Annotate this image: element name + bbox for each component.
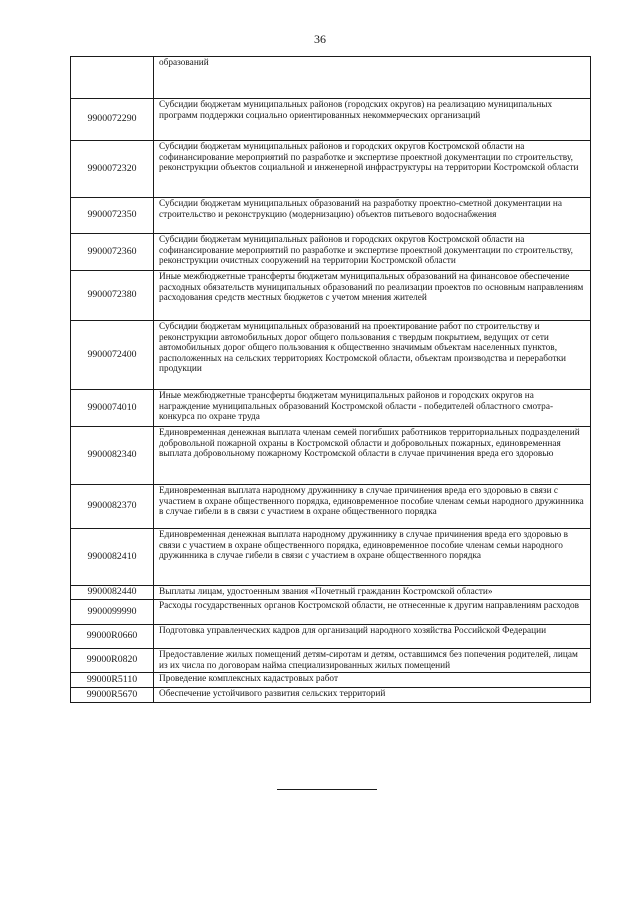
table-row bbox=[71, 99, 591, 141]
row-code: 9900072400 bbox=[71, 321, 154, 390]
row-code: 99000R0820 bbox=[71, 649, 154, 673]
row-description: Единовременная денежная выплата народному дружиннику в случае причинения вреда его здоровью в связи с участием в охране общественного порядка, единовременное пособие членам семьи народного дружинника в случае гибели в связи с участием в охране общественного порядка bbox=[154, 529, 591, 586]
row-code bbox=[71, 57, 154, 99]
row-description: Обеспечение устойчивого развития сельских территорий bbox=[154, 688, 591, 703]
table-row bbox=[71, 600, 591, 625]
row-description: Иные межбюджетные трансферты бюджетам муниципальных районов и городских округов на награждение муниципальных образований Костромской области - победителей областного смотра-конкурса по охране труда bbox=[154, 390, 591, 427]
table-row bbox=[71, 234, 591, 271]
row-code: 9900072360 bbox=[71, 234, 154, 271]
row-code: 9900082410 bbox=[71, 529, 154, 586]
row-description: Единовременная денежная выплата членам семей погибших работников территориальных подразделений добровольной пожарной охраны в Костромской области и добровольных пожарных, единовременная выплата добровольному пожарному Костромской области в случае причинения вреда его здоровью bbox=[154, 427, 591, 485]
table-row bbox=[71, 529, 591, 586]
page-number: 36 bbox=[314, 32, 326, 46]
row-code: 9900082440 bbox=[71, 586, 154, 600]
table-row bbox=[71, 271, 591, 321]
table-body bbox=[71, 57, 591, 703]
row-description: Субсидии бюджетам муниципальных образований на разработку проектно-сметной документации на строительство и реконструкцию (модернизацию) объектов питьевого водоснабжения bbox=[154, 198, 591, 234]
row-code: 9900074010 bbox=[71, 390, 154, 427]
row-code: 99000R5110 bbox=[71, 673, 154, 688]
table-row bbox=[71, 586, 591, 600]
row-code: 9900072380 bbox=[71, 271, 154, 321]
table-row bbox=[71, 673, 591, 688]
row-code: 99000R0660 bbox=[71, 625, 154, 649]
row-code: 99000R5670 bbox=[71, 688, 154, 703]
budget-table bbox=[70, 56, 591, 703]
table-row bbox=[71, 625, 591, 649]
row-code: 9900082340 bbox=[71, 427, 154, 485]
row-code: 9900099990 bbox=[71, 600, 154, 625]
row-description: Выплаты лицам, удостоенным звания «Почетный гражданин Костромской области» bbox=[154, 586, 591, 600]
row-code: 9900072350 bbox=[71, 198, 154, 234]
table-row bbox=[71, 485, 591, 529]
row-description: образований bbox=[154, 57, 591, 99]
table-row bbox=[71, 390, 591, 427]
row-description: Иные межбюджетные трансферты бюджетам муниципальных образований на финансовое обеспечение расходных обязательств муниципальных образований по реализации проектов по основным направлениям расходования средств местных бюджетов с учетом мнения жителей bbox=[154, 271, 591, 321]
row-description: Проведение комплексных кадастровых работ bbox=[154, 673, 591, 688]
row-code: 9900072290 bbox=[71, 99, 154, 141]
row-code: 9900072320 bbox=[71, 141, 154, 198]
table-row bbox=[71, 688, 591, 703]
table-row bbox=[71, 57, 591, 99]
table-row bbox=[71, 321, 591, 390]
table-row bbox=[71, 649, 591, 673]
row-description: Субсидии бюджетам муниципальных районов и городских округов Костромской области на софинансирование мероприятий по разработке и экспертизе проектной документации по строительству, реконструкции объектов социальной и инженерной инфраструктуры на территории Костромской области bbox=[154, 141, 591, 198]
row-description: Подготовка управленческих кадров для организаций народного хозяйства Российской Федерации bbox=[154, 625, 591, 649]
row-description: Расходы государственных органов Костромской области, не отнесенные к другим направлениям расходов bbox=[154, 600, 591, 625]
row-description: Единовременная выплата народному дружиннику в случае причинения вреда его здоровью в связи с участием в охране общественного порядка, единовременное пособие членам семьи народного дружинника в случае гибели в в связи с участием в охране общественного порядка bbox=[154, 485, 591, 529]
row-description: Предоставление жилых помещений детям-сиротам и детям, оставшимся без попечения родителей, лицам из их числа по договорам найма специализированных жилых помещений bbox=[154, 649, 591, 673]
row-description: Субсидии бюджетам муниципальных районов (городских округов) на реализацию муниципальных программ поддержки социально ориентированных некоммерческих организаций bbox=[154, 99, 591, 141]
row-description: Субсидии бюджетам муниципальных образований на проектирование работ по строительству и реконструкции автомобильных дорог общего пользования с твердым покрытием, ведущих от сети автомобильных дорог общего пользования к общественно значимым объектам населенных пунктов, расположенных на сельских территориях Костромской области, объектам производства и переработки продукции bbox=[154, 321, 591, 390]
table-row bbox=[71, 198, 591, 234]
table-row bbox=[71, 427, 591, 485]
row-code: 9900082370 bbox=[71, 485, 154, 529]
row-description: Субсидии бюджетам муниципальных районов и городских округов Костромской области на софинансирование мероприятий по разработке и экспертизе проектной документации по строительству, реконструкции очистных сооружений на территории Костромской области bbox=[154, 234, 591, 271]
footer-rule bbox=[277, 789, 377, 790]
table-row bbox=[71, 141, 591, 198]
